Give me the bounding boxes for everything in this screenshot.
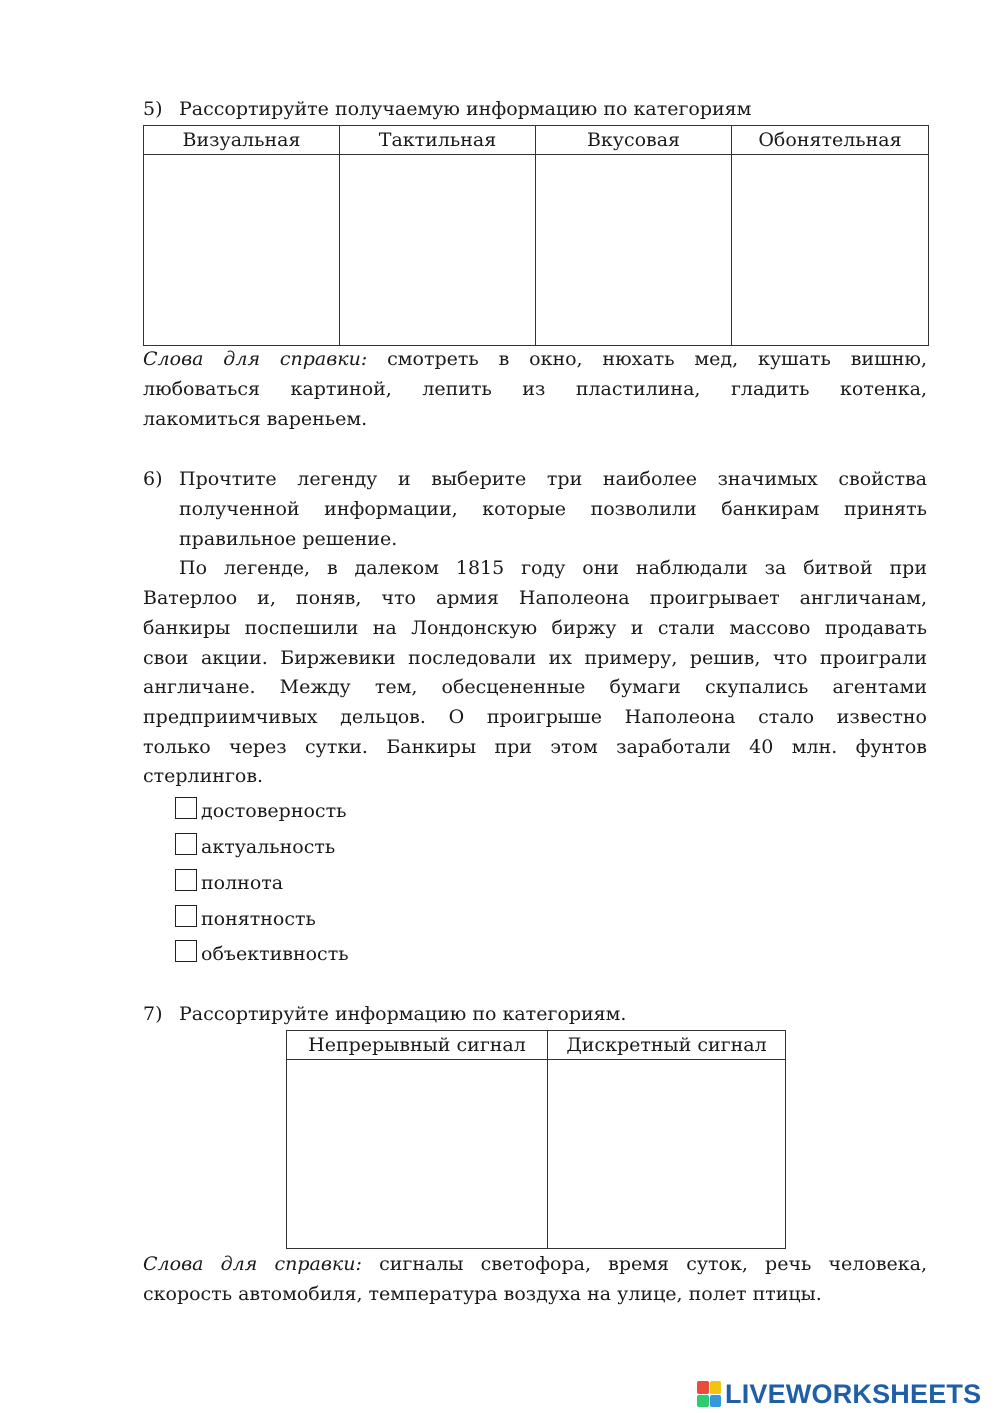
checkbox[interactable] <box>175 869 197 891</box>
task7-hint-line2: скорость автомобиля, температура воздуха на улице, полет птицы. <box>143 1283 822 1305</box>
task5-table <box>143 125 929 346</box>
logo-square <box>710 1381 722 1394</box>
hint-label: Слова для справки: <box>143 1253 362 1275</box>
checkbox[interactable] <box>175 905 197 927</box>
task5-title: Рассортируйте получаемую информацию по категориям <box>179 98 752 120</box>
legend-line: стерлингов. <box>143 765 264 787</box>
logo-square <box>710 1395 722 1408</box>
option-relevance[interactable] <box>175 832 335 862</box>
task7-number: 7) <box>143 1003 163 1025</box>
checkbox[interactable] <box>175 940 197 962</box>
task7-table <box>286 1030 786 1249</box>
logo-square <box>697 1395 709 1408</box>
checkbox[interactable] <box>175 797 197 819</box>
liveworksheets-logo <box>697 1379 981 1409</box>
task5-hint-line1 <box>143 344 927 374</box>
option-objectivity[interactable] <box>175 939 349 969</box>
legend-line: Ватерлоо и, поняв, что армия Наполеона проигрывает англичанам, <box>143 587 927 609</box>
column-header-smell: Обонятельная <box>732 126 929 155</box>
task6-number: 6) <box>143 468 163 490</box>
option-reliability[interactable] <box>175 796 346 826</box>
column-header-discrete: Дискретный сигнал <box>548 1031 786 1060</box>
legend-line: По легенде, в далеком 1815 году они наблюдали за битвой при <box>179 557 927 579</box>
option-label: объективность <box>201 943 349 965</box>
column-header-taste: Вкусовая <box>536 126 732 155</box>
option-label: достоверность <box>201 800 347 822</box>
drop-zone-tactile[interactable] <box>340 155 536 346</box>
column-header-visual: Визуальная <box>144 126 340 155</box>
column-header-continuous: Непрерывный сигнал <box>287 1031 548 1060</box>
option-label: полнота <box>201 872 284 894</box>
task7-hint-line1 <box>143 1249 927 1279</box>
logo-square <box>697 1381 709 1394</box>
drop-zone-taste[interactable] <box>536 155 732 346</box>
legend-line: англичане. Между тем, обесцененные бумаги скупались агентами <box>143 676 927 698</box>
task5-number: 5) <box>143 98 163 120</box>
hint-words: сигналы светофора, время суток, речь человека, <box>379 1253 927 1275</box>
option-label: актуальность <box>201 836 336 858</box>
legend-line: предприимчивых дельцов. О проигрыше Наполеона стало известно <box>143 706 927 728</box>
hint-words: смотреть в окно, нюхать мед, кушать вишню, <box>387 348 927 370</box>
task6-intro-line1: Прочтите легенду и выберите три наиболее значимых свойства <box>179 468 927 490</box>
liveworksheets-logo-icon <box>697 1381 721 1407</box>
drop-zone-smell[interactable] <box>732 155 929 346</box>
legend-line: свои акции. Биржевики последовали их примеру, решив, что проиграли <box>143 647 927 669</box>
option-clarity[interactable] <box>175 904 316 934</box>
drop-zone-continuous[interactable] <box>287 1060 548 1249</box>
option-completeness[interactable] <box>175 868 283 898</box>
task5-hint-line2: любоваться картиной, лепить из пластилина, гладить котенка, <box>143 378 927 400</box>
drop-zone-visual[interactable] <box>144 155 340 346</box>
task7-title: Рассортируйте информацию по категориям. <box>179 1003 627 1025</box>
column-header-tactile: Тактильная <box>340 126 536 155</box>
logo-text: LIVEWORKSHEETS <box>725 1378 982 1409</box>
task5-hint-line3: лакомиться вареньем. <box>143 408 368 430</box>
legend-line: банкиры поспешили на Лондонскую биржу и стали массово продавать <box>143 617 927 639</box>
checkbox[interactable] <box>175 833 197 855</box>
legend-line: только через сутки. Банкиры при этом заработали 40 млн. фунтов <box>143 736 927 758</box>
task6-intro-line3: правильное решение. <box>179 528 398 550</box>
option-label: понятность <box>201 908 316 930</box>
drop-zone-discrete[interactable] <box>548 1060 786 1249</box>
hint-label: Слова для справки: <box>143 348 368 370</box>
task6-intro-line2: полученной информации, которые позволили банкирам принять <box>179 498 927 520</box>
